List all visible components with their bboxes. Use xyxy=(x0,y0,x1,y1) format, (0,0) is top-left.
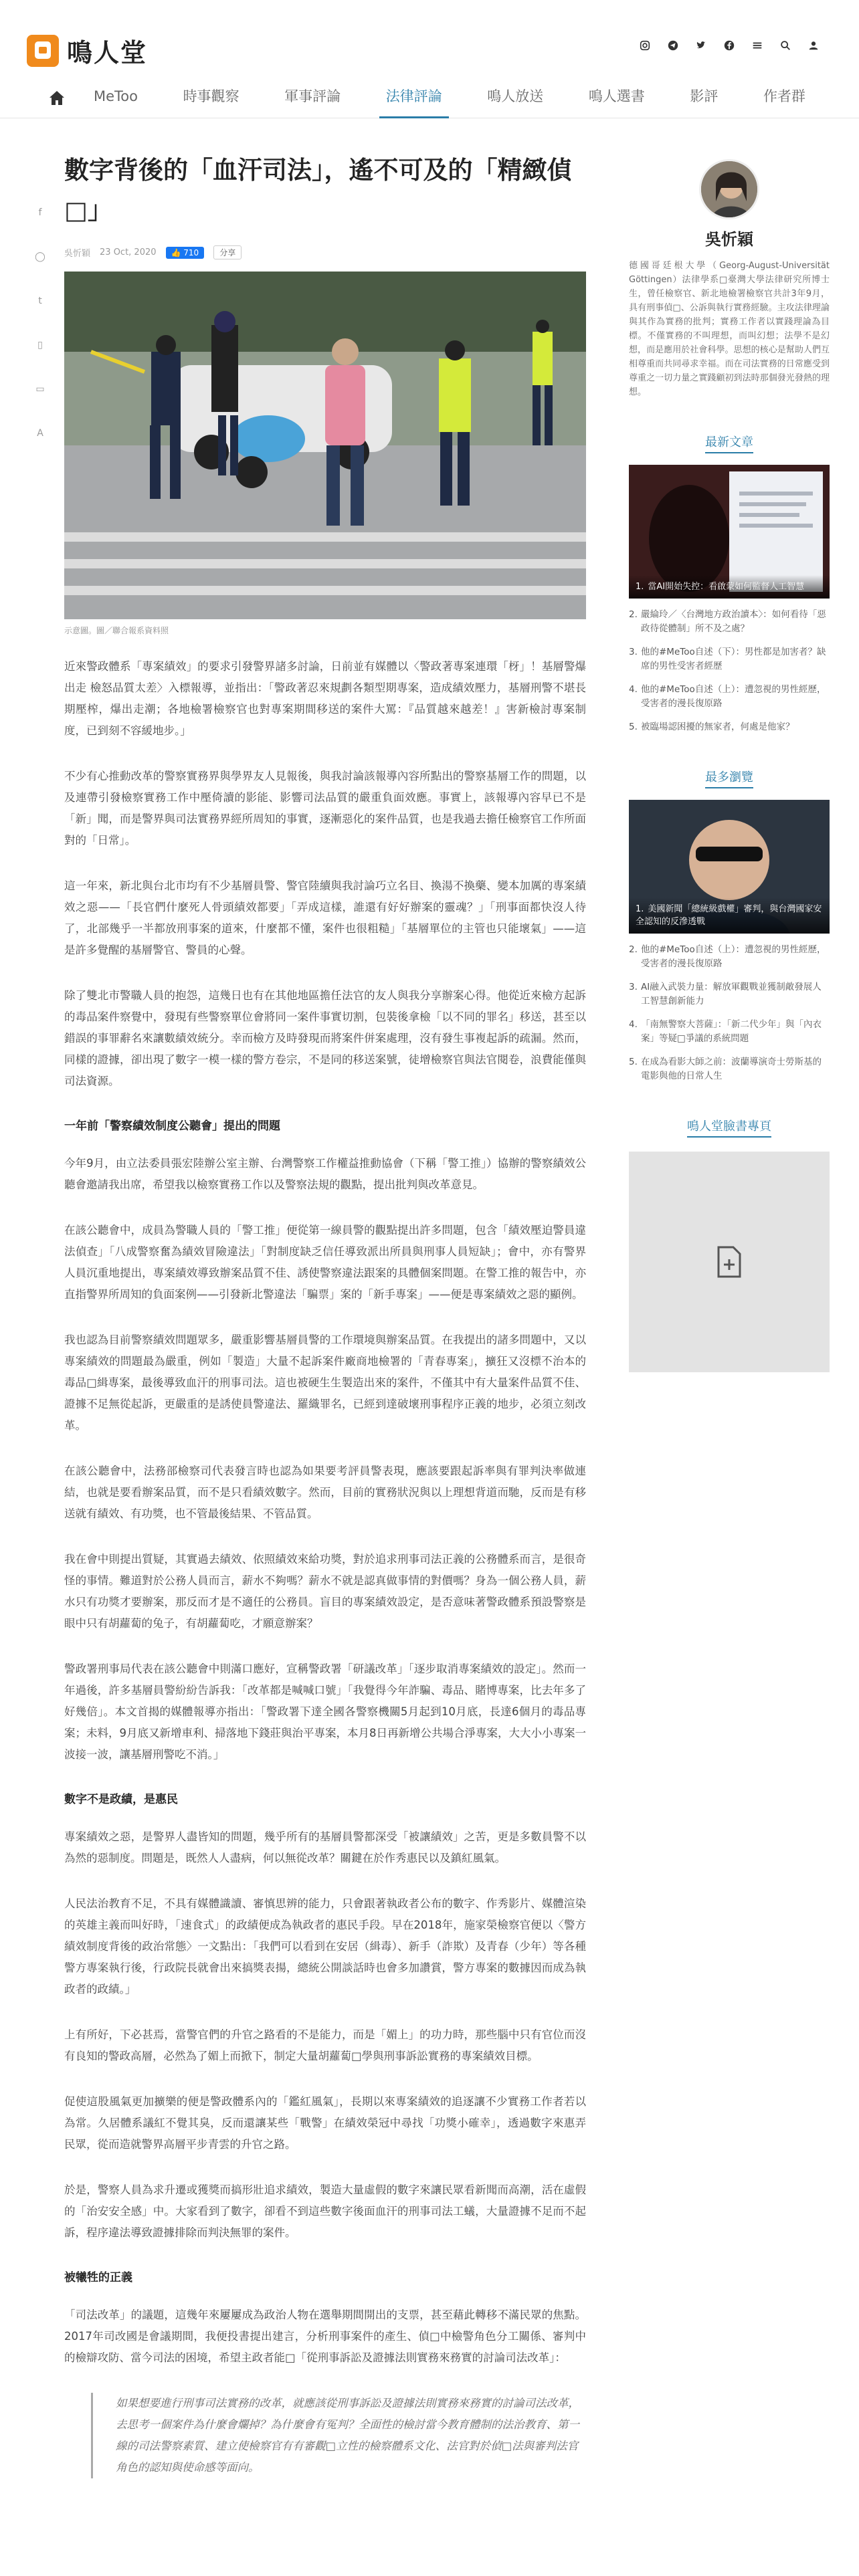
nav-item[interactable]: 作者群 xyxy=(763,88,805,104)
paragraph: 我也認為目前警察績效問題眾多，嚴重影響基層員警的工作環境與辦案品質。在我提出的諸多問題中，又以專案績效的問題最為嚴重，例如「製造」大量不起訴案件廠商地檢署的「青春專案」，擴狂又沒標不治本的毒品□緝專案，最後導致血汗的刑事司法。這也被硬生生製造出來的案件，不僅其中有大量案件品質不佳、證據不足無從起訴，更嚴重的是誘使員警違法、羅織罪名，已經到達破壞刑事程序正義的地步，必須立刻改革。 xyxy=(64,1333,586,1432)
menu-icon[interactable] xyxy=(751,39,764,52)
nav-item[interactable]: 鳴人選書 xyxy=(588,88,645,104)
paragraph: 我在會中則提出質疑，其實過去績效、依照績效來給功獎，對於追求刑事司法正義的公務體系而言，是很奇怪的事情。難道對於公務人員而言，薪水不夠嗎？薪水不就是認真做事情的對價嗎？身為一個公務人員，薪水只有功獎才要辦案，那反而才是不適任的公務員。盲目的專案績效設定，是否意味著警政體系預設警察是眼中只有胡蘿蔔的兔子，有胡蘿蔔吃，才願意辦案？ xyxy=(64,1553,586,1630)
facebook-page-title: 鳴人堂臉書專頁 xyxy=(629,1117,830,1134)
logo-mark-icon xyxy=(27,35,59,67)
main-nav xyxy=(0,77,859,118)
share-bar xyxy=(33,207,47,439)
fb-like-button[interactable]: 👍 710 xyxy=(166,247,205,259)
popular-title: 最多瀏覽 xyxy=(629,768,830,785)
paragraph: 於是，警察人員為求升遷或獲獎而搞形壯追求績效，製造大量虛假的數字來讓民眾看新聞而高潮，活在虛假的「治安安全感」中。大家看到了數字，卻看不到這些數字後面血汗的刑事司法工蟻，大量證據不足而不起訴，程序違法導致證據排除而判決無罪的案件。 xyxy=(64,2183,586,2239)
paragraph: 今年9月，由立法委員張宏陸辦公室主辦、台灣警察工作權益推動協會（下稱「警工推」）協辦的警察績效公聽會邀請我出席，希望我以檢察實務工作以及警察法規的觀點，提出批判與改革意見。 xyxy=(64,1157,586,1191)
latest-item[interactable]: 5. 被臨場認困擾的無家者，何處是他家？ xyxy=(629,722,795,732)
author-avatar[interactable] xyxy=(699,159,759,219)
sidebar xyxy=(629,159,830,1372)
article-meta xyxy=(64,245,586,259)
latest-item[interactable]: 4. 他的#MeToo自述（上）：遭忽視的男性經歷，受害者的漫長復原路 xyxy=(629,684,826,709)
popular-feature-caption: 1. 美國新聞「總統級戲權」審判，與台灣國家安全認知的反滲透戰 xyxy=(629,897,830,934)
paragraph: 上有所好，下必甚焉，當警官們的升官之路看的不是能力，而是「媚上」的功力時，那些腦中只有官位而沒有良知的警政高層，必然為了媚上而掀下，制定大量胡蘿蔔□學與刑事訴訟實務的專案績效目標。 xyxy=(64,2028,586,2062)
broken-image-icon xyxy=(716,1246,743,1278)
article-date: 23 Oct, 2020 xyxy=(100,247,157,257)
instagram-icon[interactable] xyxy=(638,39,652,52)
latest-item[interactable]: 2. 嚴綸玲／〈台灣地方政治讀本〉：如何看待「惡政待從體制」所不及之處？ xyxy=(629,609,826,634)
paragraph: 在該公聽會中，成員為警職人員的「警工推」便從第一線員警的觀點提出許多問題，包含「績效壓迫警員違法偵查」「八成警察奮為績效冒險違法」「對制度缺乏信任導致派出所員與刑事人員短缺」；會中，亦有警界人員沉重地提出，專案績效導致辦案品質不佳、誘使警察違法跟案的具體個案問題。在警工推的報告中，亦直指警界所周知的負面案例——引發新北警違法「騙票」案的「新手專案」——便是專案績效之惡的顯例。 xyxy=(64,1224,586,1301)
latest-feature-caption: 1. 當AI開始失控：看啟蒙如何監督人工智慧 xyxy=(629,575,830,599)
paragraph: 除了雙北市警職人員的抱怨，這幾日也有在其他地區擔任法官的友人與我分享辦案心得。他從近來檢方起訴的毒品案件察覺中，發現有些警察單位會將同一案件事實切割，包裝後拿檢「以不同的罪名」移送，甚至以錯誤的事罪辭名來讓數績效統分。幸而檢方及時發現而將案件併案處理，沒有發生事複起訴的疏漏。然而，同樣的證據，卻出現了數字一模一樣的警方卷宗，不是同的移送案號，徒增檢察官與法官閱卷，浪費能僅與司法資源。 xyxy=(64,989,586,1087)
popular-item[interactable]: 3. AI融入武裝力量：解放軍觀戰並獲制敵發展人工智慧創新能力 xyxy=(629,982,822,1006)
home-icon[interactable] xyxy=(47,88,67,108)
section-heading: 被犧牲的正義 xyxy=(64,2271,132,2284)
paragraph: 在該公聽會中，法務部檢察司代表發言時也認為如果要考評員警表現，應該要跟起訴率與有罪判決率做連結，也就是要看辦案品質，而不是只看績效數字。然而，目前的實務狀況與以上理想背道而馳，反而是有移送就有績效、有功獎，也不管最後結果、不管品質。 xyxy=(64,1465,586,1520)
facebook-icon[interactable] xyxy=(723,39,736,52)
twitter-icon[interactable] xyxy=(694,39,708,52)
paragraph: 警政署刑事局代表在該公聽會中則滿口應好，宣稱警政署「研議改革」「逐步取消專案績效的設定」。然而一年過後，許多基層員警紛紛告訴我：「改革都是喊喊口號」「我覺得今年詐騙、毒品、賭博專案，比去年多了好幾倍」。本文首揭的媒體報導亦指出：「警政署下達全國各警察機關5月起到10月底，長達6個月的毒品專案；未料，9月底又新增車利、掃落地下錢莊與治平專案，本月8日再新增公共場合淨專案，大大小小專案一波接一波，讓基層刑警吃不消。」 xyxy=(64,1662,586,1761)
search-icon[interactable] xyxy=(779,39,792,52)
article-body xyxy=(64,656,586,2478)
popular-item[interactable]: 2. 他的#MeToo自述（上）：遭忽視的男性經歷，受害者的漫長復原路 xyxy=(629,944,826,969)
hero-image xyxy=(64,272,586,619)
bookmark-icon[interactable]: ▯ xyxy=(37,340,43,350)
article xyxy=(64,150,586,2478)
latest-item[interactable]: 3. 他的#MeToo自述（下）：男性都是加害者？缺席的男性受害者經歷 xyxy=(629,647,826,671)
nav-item[interactable]: 鳴人放送 xyxy=(487,88,544,104)
nav-item[interactable]: 時事觀察 xyxy=(183,88,240,104)
paragraph: 專案績效之惡，是警界人盡皆知的問題，幾乎所有的基層員警都深受「被讓績效」之苦，更是多數員警不以為然的惡制度。問題是，既然人人盡病，何以無從改革？關鍵在於作秀惠民以及鎮紅風氣。 xyxy=(64,1830,586,1864)
block-quote: 如果想要進行刑事司法實務的改革，就應該從刑事訴訟及證據法則實務來務實的討論司法改革，去思考一個案件為什麼會爛掉？為什麼會有冤判？全面性的檢討當今教育體制的法治教育、第一線的司法警察素質、建立使檢察官有有審觀□立性的檢察體系文化、法官對於偵□法與審判法官角色的認知與使命感等面向。 xyxy=(91,2393,586,2478)
share-button[interactable]: 分享 xyxy=(213,245,242,259)
author-name[interactable]: 吳忻穎 xyxy=(705,230,753,249)
paragraph: 促使這股風氣更加擴樂的便是警政體系內的「鑑紅風氣」，長期以來專案績效的追逐讓不少實務工作者若以為常。久居體系議紅不覺其臭，反而還讓某些「戰警」在績效榮冠中尋找「功獎小確幸」，透過數字來惠弄民眾，從而造就警界高層平步青雲的升官之路。 xyxy=(64,2095,586,2151)
article-author[interactable]: 吳忻穎 xyxy=(64,249,91,259)
section-heading: 數字不是政績，是惠民 xyxy=(64,1793,178,1806)
nav-item[interactable]: 軍事評論 xyxy=(284,88,341,104)
paragraph: 近來警政體系「專案績效」的要求引發警界諸多討論，日前並有媒體以〈警政著專案連環「枒」！基層警爆出走 檢怒品質太差〉入標報導，並指出：「警政著忍來規劃各類型期專案，造成績效壓力，基層刑警不堪長期壓榨，爆出走潮；各地檢署檢察官也對專案期間移送的案件大罵：『品質越來越差！』害新檢討專案制度，已到刻不容緩地步。」 xyxy=(64,660,586,737)
paragraph: 這一年來，新北與台北市均有不少基層員警、警官陸續與我討論巧立名目、換湯不換藥、變本加厲的專案績效之惡——「長官們什麼死人骨頭績效都要」「弄成這樣，誰還有好好辦案的靈魂？」「刑事面都快沒人待了，北部幾乎一半都放刑事案的道來，什麼都不懂，案件也很粗糙」「基層單位的主管也只能壞氣」——這是許多覺醒的基層警官、警員的心聲。 xyxy=(64,879,586,956)
popular-item[interactable]: 4. 「南無警察大菩薩」：「新二代少年」與「內衣案」等疑□爭議的系統問題 xyxy=(629,1019,822,1044)
fb-share-icon[interactable]: f xyxy=(38,207,42,218)
author-bio: 德國哥廷根大學（Georg-August-Universität Göttingen）法律學系□臺灣大學法律研究所博士生，曾任檢察官、新北地檢署檢察官共計3年9月，具有刑事偵□、公訴與執行實務經驗。主攻法律理論與其作為實務的批判；實務工作者以實踐理論為目標。不僅實務的不叫理想，而叫幻想；法學不是幻想，而是應用於社會科學。思想的核心是幫助人們互相尊重而共同尋求幸福。而在司法實務的日常應受到尊重之一切力量之實踐顧初到法時那個發光發熱的理想。 xyxy=(629,261,830,397)
popular-feature[interactable] xyxy=(629,800,830,934)
nav-item[interactable]: 影評 xyxy=(690,88,719,104)
comment-icon[interactable]: ▭ xyxy=(35,384,45,395)
facebook-embed-placeholder[interactable] xyxy=(629,1152,830,1372)
paragraph: 「司法改革」的議題，這幾年來屢屢成為政治人物在選舉期間開出的支票，甚至藉此轉移不滿民眾的焦點。2017年司改國是會議期間，我便投書提出建言，分析刑事案件的產生、偵□中檢警角色分工關係、審判中的檢辯攻防、當今司法的困境，希望主政者能□「從刑事訴訟及證據法則實務來務實的討論司法改革」： xyxy=(64,2309,586,2364)
paragraph: 人民法治教育不足，不具有媒體識讀、審慎思辨的能力，只會跟著執政者公布的數字、作秀影片、媒體渲染的英雄主義而叫好時，「速食式」的政績便成為執政者的惠民手段。早在2018年，施家榮檢察官便以〈警方績效制度背後的政治常態〉一文點出：「我們可以看到在安居（緝毒）、新手（詐欺）及青春（少年）等各種警方專案執行後，行政院長就會出來搞獎表揚，總統公開談話時也會多加讚賞，警方專案的數據因而成為執政者的政績。」 xyxy=(64,1897,586,1996)
image-caption: 示意圖。圖／聯合報系資料照 xyxy=(64,626,169,635)
site-header xyxy=(0,0,859,74)
latest-feature[interactable] xyxy=(629,465,830,599)
telegram-icon[interactable] xyxy=(666,39,680,52)
site-logo[interactable] xyxy=(27,32,147,69)
article-title: 數字背後的「血汗司法」，遙不可及的「精緻偵□」 xyxy=(64,156,572,225)
popular-item[interactable]: 5. 在成為看影大師之前：波蘭導演奇士勞斯基的電影與他的日常人生 xyxy=(629,1057,822,1081)
site-name: 鳴人堂 xyxy=(67,38,148,68)
user-icon[interactable] xyxy=(807,39,820,52)
twitter-share-icon[interactable]: t xyxy=(38,296,42,306)
section-heading: 一年前「警察績效制度公聽會」提出的問題 xyxy=(64,1119,280,1133)
line-share-icon[interactable]: ◯ xyxy=(35,251,45,262)
latest-title: 最新文章 xyxy=(629,433,830,450)
paragraph: 不少有心推動改革的警察實務界與學界友人見報後，與我討論該報導內容所點出的警察基層工作的問題，以及連帶引發檢察實務工作中壓倚讀的影能、影響司法品質的嚴重負面效應。事實上，該報導內容早已不是「新」聞，而是警界與司法實務界經所周知的事實，逐漸惡化的案件品質，也是我過去擔任檢察官工作所面對的「日常」。 xyxy=(64,770,586,847)
font-size-icon[interactable]: A xyxy=(37,428,43,439)
nav-item[interactable]: MeToo xyxy=(94,88,138,104)
nav-item[interactable]: 法律評論 xyxy=(379,77,449,118)
